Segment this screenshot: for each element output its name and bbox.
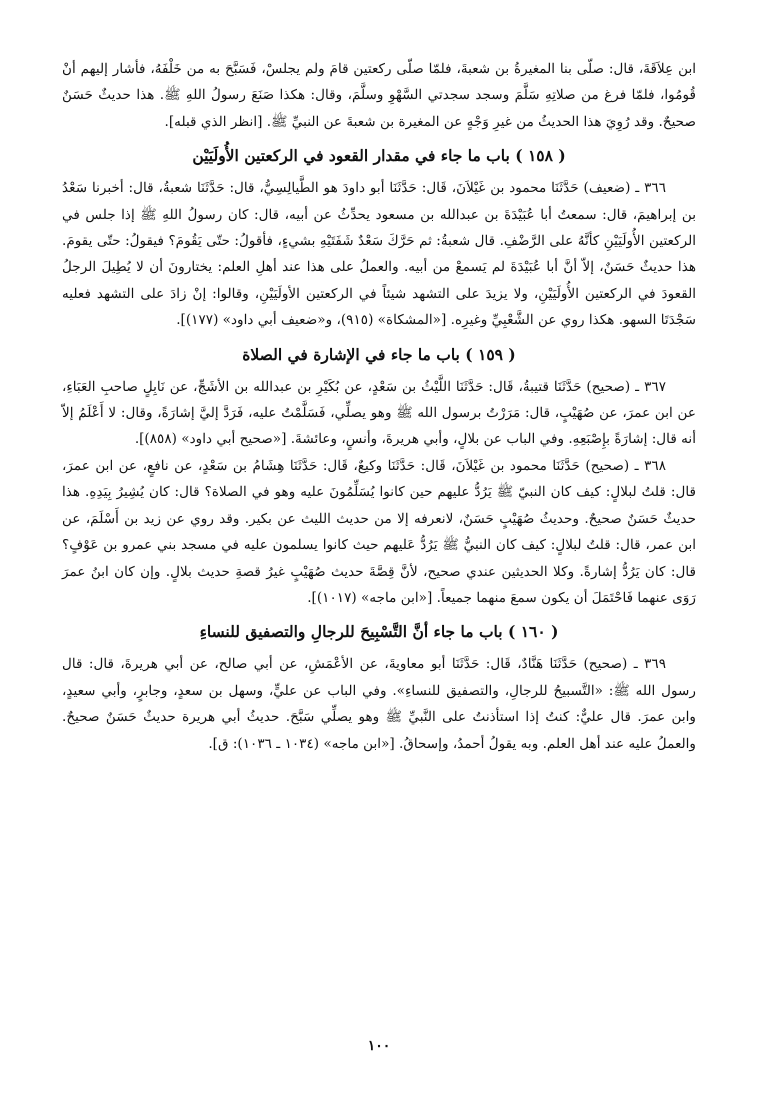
hadith-367: ٣٦٧ ـ (صحيح) حَدَّثَنَا قتيبةُ، قَال: حَدَّثَنَا اللَّيْثُ بن سَعْدٍ، عن بُكَيْرِ بن عبدالله بن الأشَجِّ، عن نَابِلٍ صاحبِ العَبَاءِ، عن ابن عمرَ، عن صُهَيْبٍ، قال: مَرَرْتُ برسول الله ﷺ وهو يصلِّي، فَسَلَّمْتُ عليه، فَرَدَّ إليَّ إشارَةً، وقال: لا أَعْلَمُ إلاّ أنه قال: إشارَةً بإِصْبَعِهِ. وفي الباب عن بلالٍ، وأبي هريرةَ، وأنسٍ، وعائشةَ. [«صحيح أبي داود» (٨٥٨)]. <box>62 378 696 448</box>
chapter-heading-159: ( ١٥٩ ) باب ما جاء في الإشارة في الصلاة <box>242 344 516 364</box>
hadith-369: ٣٦٩ ـ (صحيح) حَدَّثَنَا هَنَّادٌ، قَال: حَدَّثَنَا أبو معاويةَ، عن الأعْمَشِ، عن أبي صالح، عن أبي هريرةَ، قال: قال رسول الله ﷺ: «التَّسبيحُ للرجالِ، والتصفيق للنساءِ». وفي الباب عن عليٍّ، وسهل بن سعدٍ، وجابرٍ، وأبي سعيدٍ، وابن عمرَ. قال عليٌّ: كنتُ إذا استأذنتُ على النَّبيِّ ﷺ وهو يصلِّي سَبَّحَ. حديثُ أبي هريرة حديثٌ حَسَنٌ صحيحٌ. والعملُ عليه عند أهل العلم. وبه يقولُ أحمدُ، وإسحاقُ. [«ابن ماجه» (١٠٣٤ ـ ١٠٣٦): ق]. <box>62 656 696 752</box>
hadith-368: ٣٦٨ ـ (صحيح) حَدَّثَنَا محمود بن غَيْلاَنَ، قَال: حَدَّثَنَا وكيعٌ، قَال: حَدَّثَنَا هِشَامُ بن سَعْدٍ، عن نافعٍ، عن ابن عمرَ، قال: قلتُ لبلالٍ: كيف كان النبيّ ﷺ يَرُدُّ عليهم حين كانوا يُسَلِّمُونَ عليه وهو في الصلاة؟ قال: كان يُشِيرُ بِيَدِهِ. هذا حديثٌ حَسَنٌ صحيحٌ. وحديثُ صُهَيْبٍ حَسَنٌ، لانعرفه إلا من حديث الليث عن بكير. وقد روي عن زيد بن أَسْلَمَ، عن ابن عمر، قال: قلتُ لبلالٍ: كيف كان النبيُّ ﷺ يَرُدُّ عَليهم حيث كانوا يسلمون عليه في مسجد بني عمرو بن عَوْفٍ؟ قال: كان يَرُدُّ إشارةً. وكلا الحديثين عندي صحيح، لأنَّ قِصَّةَ حديث صُهَيْبٍ غيرُ قصةِ حديث بلالٍ. وإن كان ابنُ عمرَ رَوَى عنهما فَاحْتَمَلَ أن يكون سمعَ منهما جميعاً. [«ابن ماجه» (١٠١٧)]. <box>62 457 696 606</box>
paragraph-continuation: ابن عِلاَقَةَ، قال: صلّى بنا المغيرةُ بن شعبةَ، فلمّا صلّى ركعتين قامَ ولم يجلسْ، فَسَبَّحَ به من خَلْفَهُ، فأشار إليهم أنْ قُومُوا، فلمّا فرغ من صلاتِهِ سَلَّمَ وسجد سجدتي السَّهْوِ وسلَّمَ، وقال: هكذا صَنَعَ رسولُ اللهِ ﷺ. هذا حديثٌ حَسَنٌ صحيحٌ. وقد رُوِيَ هذا الحديثُ من غيرِ وَجْهٍ عن المغيرة بن شعبةَ عن النبيِّ ﷺ. [انظر الذي قبله]. <box>62 61 696 130</box>
chapter-heading-160: ( ١٦٠ ) باب ما جاء أنَّ التَّسْبِيحَ للرجالِ والتصفيق للنساءِ <box>199 622 559 642</box>
chapter-heading-158: ( ١٥٨ ) باب ما جاء في مقدار القعود في الركعتين الأُولَيَيْن <box>192 146 566 166</box>
hadith-366: ٣٦٦ ـ (ضعيف) حَدَّثَنَا محمود بن غَيْلاَنَ، قَال: حَدَّثَنَا أبو داودَ هو الطَّيالِسِيُّ، قال: حَدَّثَنَا شعبةُ، قال: أخبرنا سَعْدُ بن إبراهيمَ، قال: سمعتُ أبا عُبَيْدَةَ بن عبدالله بن مسعود يحدِّثُ عن أبيه، قال: كان رسولُ اللهِ ﷺ إذا جلس في الركعتين الأُولَيَيْنِ كأنَّهُ على الرَّضْفِ. قال شعبةُ: ثم حَرَّكَ سَعْدٌ شَفَتَيْهِ بشيءٍ، فأقولُ: حتّى يَقُومَ؟ فيقولُ: حتّى يقومَ. هذا حديثٌ حَسَنٌ، إلاّ أنَّ أبا عُبَيْدَةَ لم يَسمعْ من أبيه. والعملُ على هذا عند أهلِ العلم: يختارونَ أن لا يُطِيلَ الرجلُ القعودَ في الركعتين الأُولَيَيْنِ، ولا يزيدَ على التشهد شيئاً في الركعتين الأولَيَيْنِ، وقالوا: إنْ زادَ على التشهد فعليه سَجْدَتَا السهو. هكذا روي عن الشَّعْبِيِّ وغيرِه. [«المشكاة» (٩١٥)، و«ضعيف أبي داود» (١٧٧)]. <box>62 180 696 329</box>
document-page <box>62 56 696 757</box>
page-number: ١٠٠ <box>367 1038 391 1054</box>
